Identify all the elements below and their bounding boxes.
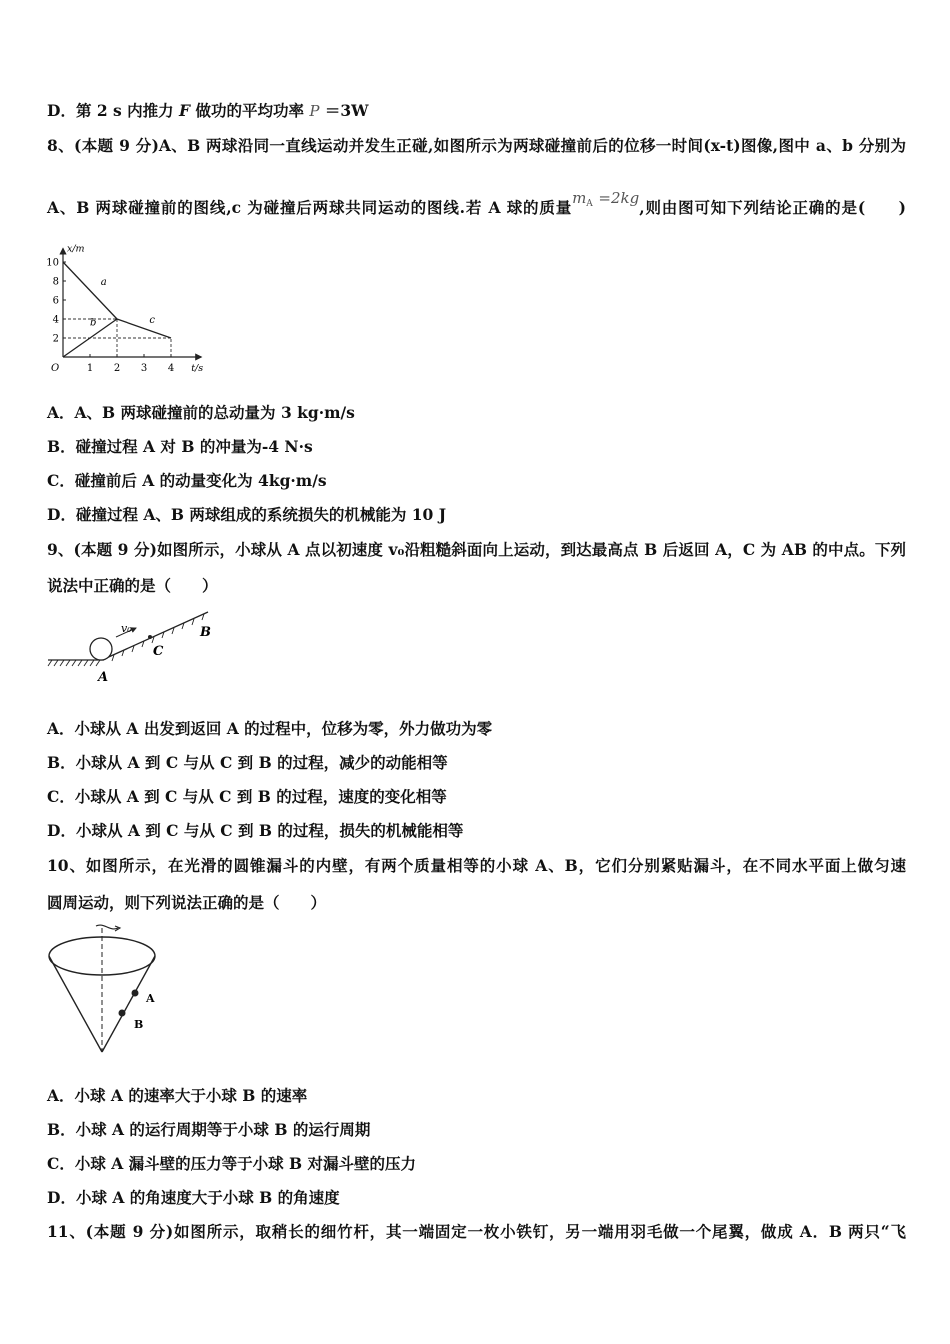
- v0-label: v₀: [121, 622, 132, 635]
- q10-stem-line1: 10、如图所示，在光滑的圆锥漏斗的内壁，有两个质量相等的小球 A、B，它们分别紧贴漏斗，在不同水平面上做匀速: [47, 856, 906, 875]
- q10-option-d: D．小球 A 的角速度大于小球 B 的角速度: [47, 1188, 340, 1207]
- q10-option-b: B．小球 A 的运行周期等于小球 B 的运行周期: [47, 1120, 371, 1139]
- ball-b: [119, 1010, 126, 1017]
- ball-a-label: A: [146, 992, 155, 1005]
- series-a-label: a: [100, 276, 107, 288]
- q10-stem-line2: 圆周运动，则下列说法正确的是（ ）: [47, 893, 327, 912]
- x-tick-label-1: 1: [86, 363, 94, 374]
- q8-option-c: C．碰撞前后 A 的动量变化为 4kg·m/s: [47, 471, 327, 490]
- q7-option-d: D．第 2 s 内推力 F 做功的平均功率 P ＝3W: [47, 101, 369, 120]
- q8-stem-line1: 8、(本题 9 分)A、B 两球沿同一直线运动并发生正碰,如图所示为两球碰撞前后的位移一时间(x-t)图像,图中 a、b 分别为: [47, 136, 906, 155]
- q8-option-b: B．碰撞过程 A 对 B 的冲量为-4 N·s: [47, 437, 313, 456]
- funnel-figure: [44, 922, 174, 1060]
- series-a-line: [63, 262, 117, 319]
- q9-option-d: D．小球从 A 到 C 与从 C 到 B 的过程，损失的机械能相等: [47, 821, 464, 840]
- xt-graph: [40, 237, 204, 379]
- origin-label: O: [51, 363, 60, 374]
- point-c-dot: [148, 635, 152, 639]
- ground-hatch: [48, 660, 100, 666]
- x-tick-label-4: 4: [167, 363, 175, 374]
- y-tick-label-10: 10: [46, 257, 59, 269]
- q9-stem-line2: 说法中正确的是（ ）: [47, 576, 218, 595]
- point-b-label: B: [200, 625, 211, 640]
- q9-stem-line1: 9、(本题 9 分)如图所示，小球从 A 点以初速度 v₀沿粗糙斜面向上运动，到达最高点 B 后返回 A，C 为 AB 的中点。下列: [47, 540, 906, 559]
- series-c-line: [117, 319, 171, 338]
- y-tick-label-4: 4: [52, 314, 59, 326]
- point-c-label: C: [153, 644, 164, 659]
- q9-option-a: A．小球从 A 出发到返回 A 的过程中，位移为零，外力做功为零: [47, 719, 493, 738]
- q10-option-c: C．小球 A 漏斗壁的压力等于小球 B 对漏斗壁的压力: [47, 1154, 417, 1173]
- rotation-arrow: [96, 925, 118, 929]
- x-tick-label-3: 3: [140, 363, 148, 374]
- x-axis-label: t/s: [191, 363, 204, 374]
- y-tick-label-2: 2: [52, 333, 59, 345]
- point-a-label: A: [98, 670, 109, 685]
- ball-a: [132, 990, 139, 997]
- y-tick-label-6: 6: [52, 295, 59, 307]
- q11-stem-line1: 11、(本题 9 分)如图所示，取稍长的细竹杆，其一端固定一枚小铁钉，另一端用羽毛做一个尾翼，做成 A．B 两只“飞: [47, 1222, 906, 1241]
- q8-stem-line2: A、B 两球碰撞前的图线,c 为碰撞后两球共同运动的图线.若 A 球的质量$m_A =2kg$,则由图可知下列结论正确的是( ): [47, 189, 906, 217]
- funnel-left-wall: [49, 956, 102, 1052]
- x-tick-label-2: 2: [113, 363, 121, 374]
- q10-option-a: A．小球 A 的速率大于小球 B 的速率: [47, 1086, 308, 1105]
- ball: [90, 638, 112, 660]
- series-c-label: c: [149, 314, 156, 326]
- q8-option-d: D．碰撞过程 A、B 两球组成的系统损失的机械能为 10 J: [47, 505, 447, 524]
- q9-option-c: C．小球从 A 到 C 与从 C 到 B 的过程，速度的变化相等: [47, 787, 447, 806]
- y-axis-label: x/m: [67, 243, 85, 255]
- q8-option-a: A．A、B 两球碰撞前的总动量为 3 kg·m/s: [47, 403, 355, 422]
- mass-formula: $m_A =2kg$: [572, 189, 640, 209]
- ball-b-label: B: [134, 1018, 144, 1031]
- incline-figure: [44, 608, 224, 690]
- series-b-label: b: [90, 317, 97, 329]
- q9-option-b: B．小球从 A 到 C 与从 C 到 B 的过程，减少的动能相等: [47, 753, 448, 772]
- y-tick-label-8: 8: [52, 276, 59, 288]
